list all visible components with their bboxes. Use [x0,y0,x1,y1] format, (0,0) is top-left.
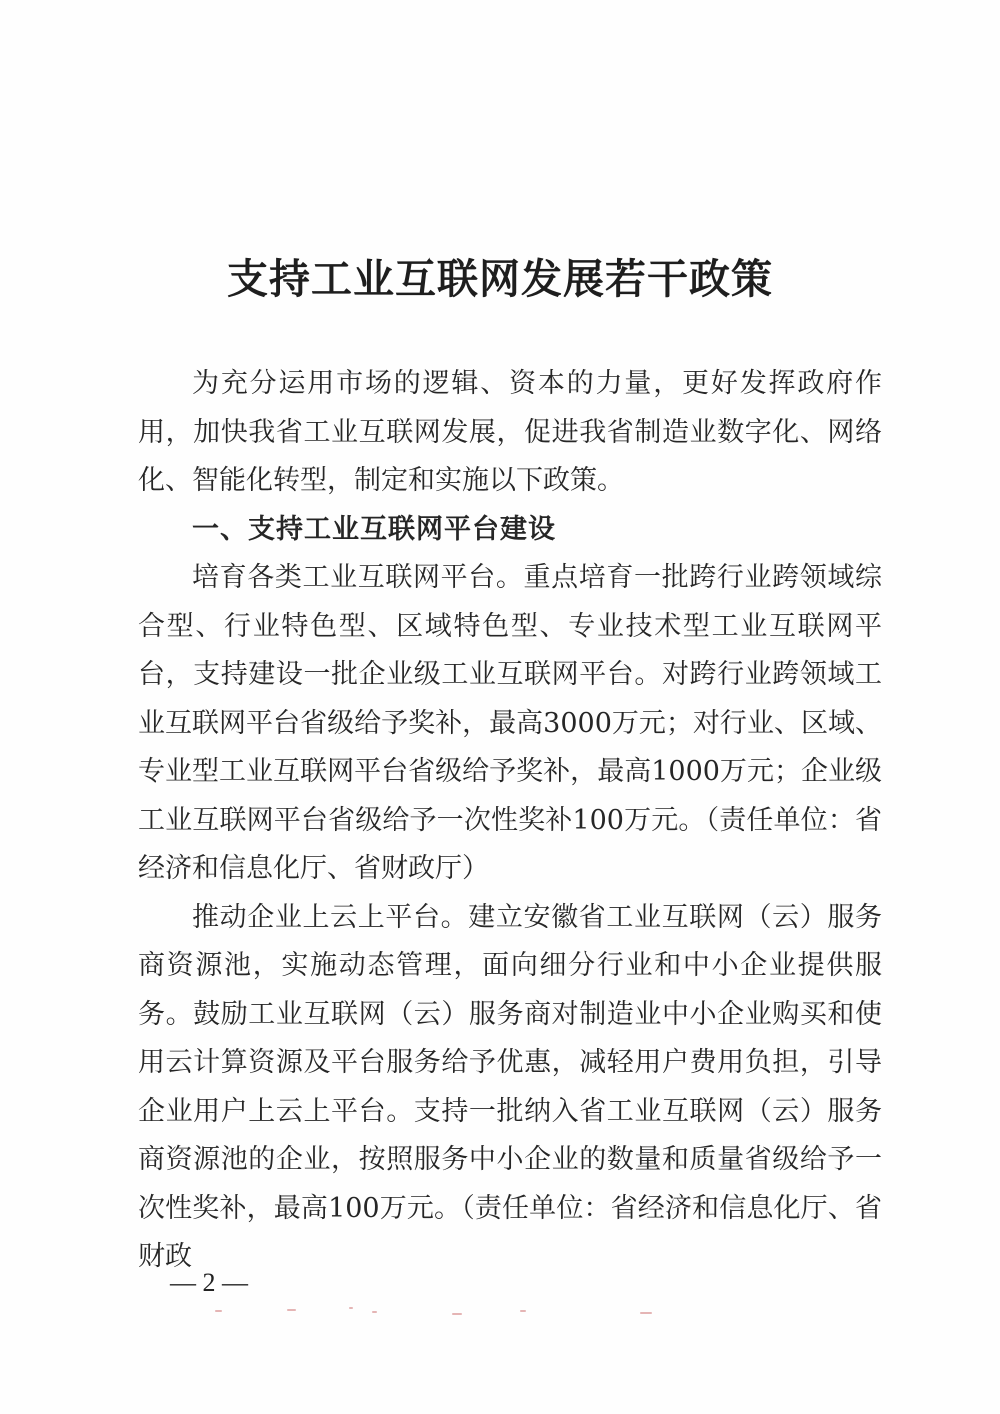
page-number: — 2 — [170,1268,248,1297]
scan-speck [640,1312,652,1314]
scan-speck [349,1307,353,1309]
document-body [138,360,882,1282]
scan-speck [520,1310,526,1312]
cloud-paragraph: 推动企业上云上平台。建立安徽省工业互联网（云）服务商资源池，实施动态管理，面向细分行业和中小企业提供服务。鼓励工业互联网（云）服务商对制造业中小企业购买和使用云计算资源及平台服务给予优惠，减轻用户费用负担，引导企业用户上云上平台。支持一批纳入省工业互联网（云）服务商资源池的企业，按照服务中小企业的数量和质量省级给予一次性奖补，最高100万元。（责任单位：省经济和信息化厅、省财政 [138,901,882,1272]
platform-paragraph: 培育各类工业互联网平台。重点培育一批跨行业跨领域综合型、行业特色型、区域特色型、专业技术型工业互联网平台，支持建设一批企业级工业互联网平台。对跨行业跨领域工业互联网平台省级给予奖补，最高3000万元；对行业、区域、专业型工业互联网平台省级给予奖补，最高1000万元；企业级工业互联网平台省级给予一次性奖补100万元。（责任单位：省经济和信息化厅、省财政厅） [138,562,882,884]
scan-speck [372,1311,377,1313]
scan-speck [452,1313,462,1315]
intro-paragraph: 为充分运用市场的逻辑、资本的力量，更好发挥政府作用，加快我省工业互联网发展，促进我省制造业数字化、网络化、智能化转型，制定和实施以下政策。 [138,368,882,496]
section-heading: 一、支持工业互联网平台建设 [192,513,556,545]
scan-speck [215,1310,222,1312]
document-title: 支持工业互联网发展若干政策 [227,255,773,303]
scan-speck [287,1309,296,1311]
